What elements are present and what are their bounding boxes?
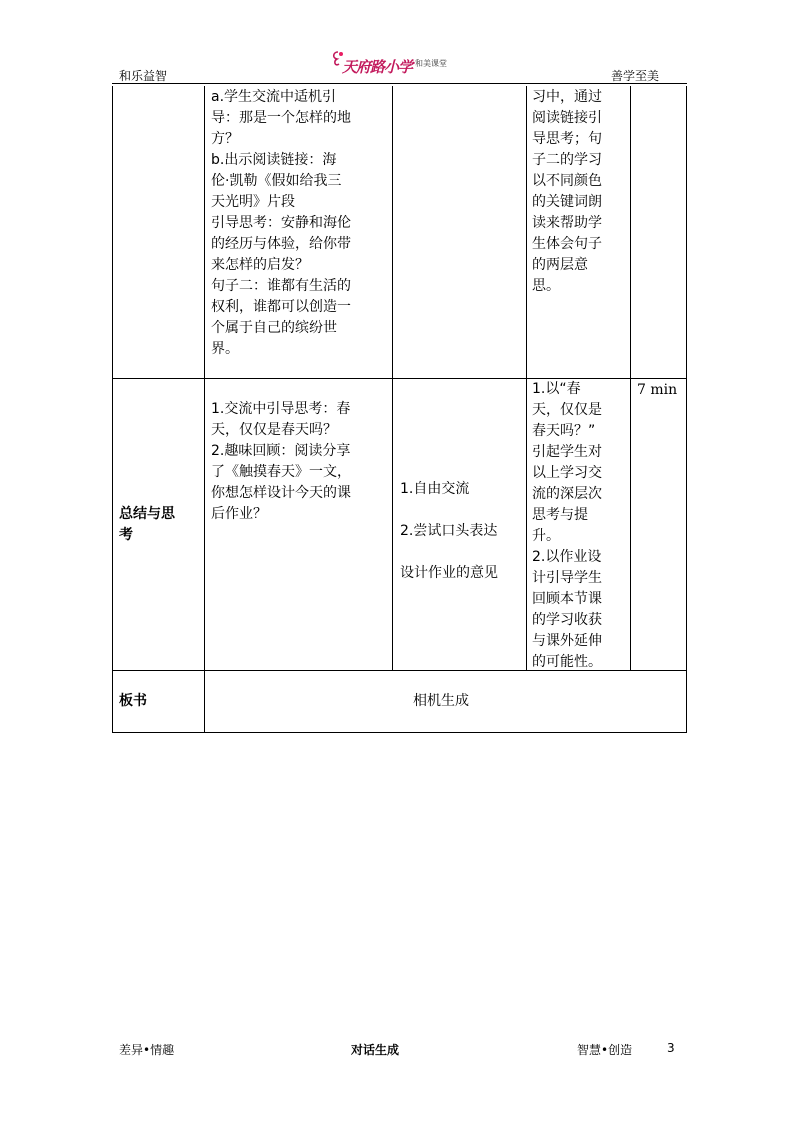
row3-stage-label: 板书 xyxy=(119,693,147,709)
footer-right-motto: 智慧•创造 xyxy=(577,1043,633,1057)
row2-teacher-activity: 1.交流中引导思考：春 天，仅仅是春天吗？ 2.趣味回顾：阅读分享 了《触摸春天》一文， 你想怎样设计今天的课 后作业？ xyxy=(211,401,351,522)
row2-design-intent: 1.以“春 天，仅仅是 春天吗？” 引起学生对 以上学习交 流的深层次 思考与提 升。 2.以作业设 计引导学生 回顾本节课 的学习收获 与课外延伸 的可能性。 xyxy=(532,381,602,670)
table-border xyxy=(686,86,687,733)
row1-design-intent: 习中，通过 阅读链接引 导思考；句 子二的学习 以不同颜色 的关键词朗 读来帮助学 生体会句子 的两层意 思。 xyxy=(532,89,602,294)
logo-subtitle: 和美课堂 xyxy=(415,59,447,68)
page-number: 3 xyxy=(667,1041,675,1055)
header-right-motto: 善学至美 xyxy=(611,69,660,83)
row2-stage-label: 总结与思 考 xyxy=(119,506,175,543)
footer-middle-motto: 对话生成 xyxy=(351,1043,400,1057)
school-logo xyxy=(330,50,450,80)
row1-teacher-activity: a.学生交流中适机引 导：那是一个怎样的地 方？ b.出示阅读链接：海 伦·凯勒《假如给我三 天光明》片段 引导思考：安静和海伦 的经历与体验，给你带 来怎样的启发？ 句子二：谁都有生活的 权利，谁都可以创造一 个属于自己的缤纷世 界。 xyxy=(211,89,351,357)
table-border xyxy=(112,732,687,733)
row3-blackboard-content: 相机生成 xyxy=(413,693,469,709)
table-border xyxy=(112,86,113,733)
row2-student-activity: 1.自由交流 2.尝试口头表达 设计作业的意见 xyxy=(400,481,498,581)
row2-time: 7 min xyxy=(637,382,678,398)
footer-left-motto: 差异•情趣 xyxy=(119,1043,175,1057)
logo-school-name: 天府路小学 xyxy=(342,58,413,76)
header-rule xyxy=(112,83,687,84)
table-border xyxy=(204,86,205,733)
header-left-motto: 和乐益智 xyxy=(119,69,168,83)
